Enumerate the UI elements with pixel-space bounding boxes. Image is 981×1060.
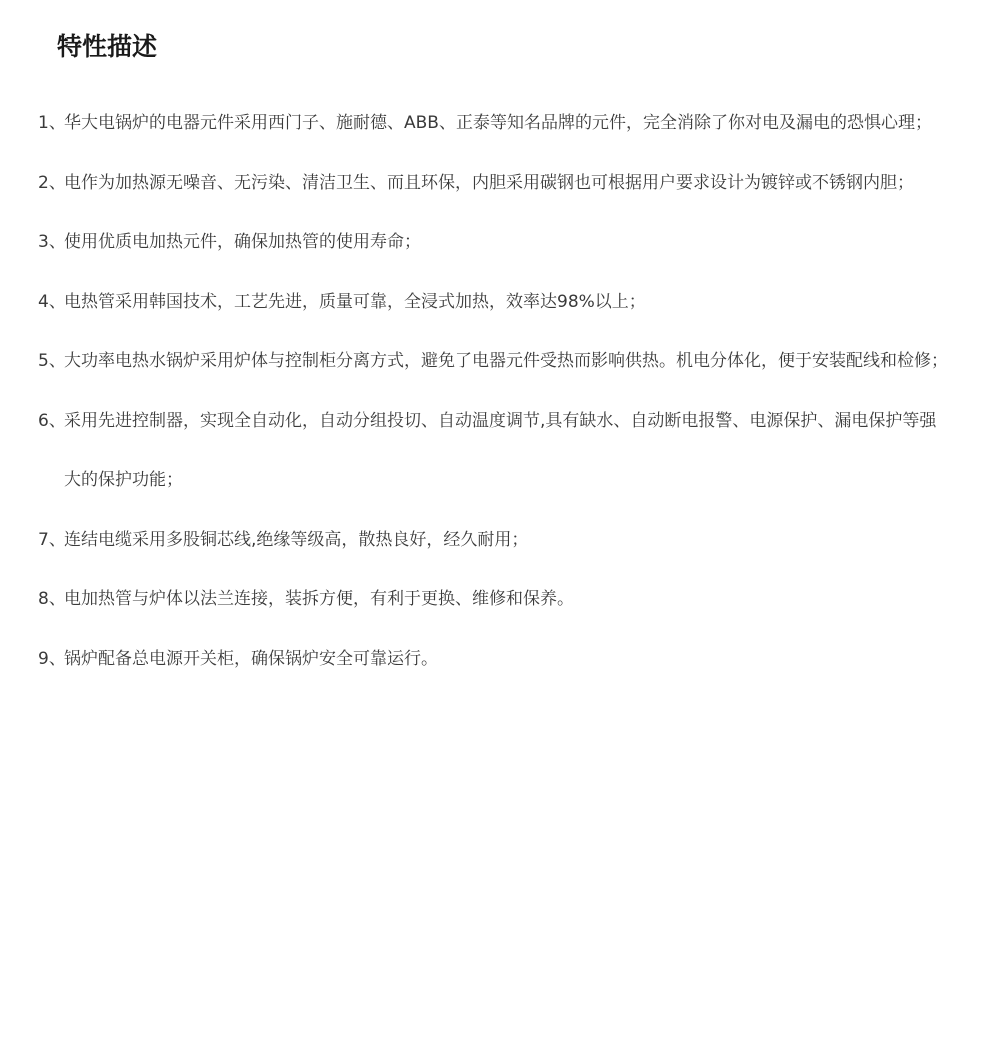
- feature-item-9: [38, 630, 953, 690]
- feature-number: 4、: [38, 291, 66, 312]
- feature-item-6: [38, 392, 953, 511]
- feature-text: 电热管采用韩国技术，工艺先进，质量可靠，全浸式加热，效率达98%以上；: [64, 291, 646, 312]
- feature-text: 电作为加热源无噪音、无污染、清洁卫生、而且环保，内胆采用碳钢也可根据用户要求设计为镀锌或不锈钢内胆；: [64, 172, 914, 193]
- feature-text: 大功率电热水锅炉采用炉体与控制柜分离方式，避免了电器元件受热而影响供热。机电分体化，便于安装配线和检修；: [64, 351, 948, 371]
- feature-number: 5、: [38, 351, 66, 371]
- feature-number: 7、: [38, 529, 66, 550]
- feature-item-5: [38, 332, 953, 392]
- feature-item-8: [38, 570, 953, 630]
- feature-item-7: [38, 511, 953, 571]
- feature-text: 采用先进控制器，实现全自动化，自动分组投切、自动温度调节,具有缺水、自动断电报警、电源保护、漏电保护等强大的保护功能；: [64, 410, 937, 490]
- feature-number: 9、: [38, 648, 66, 669]
- feature-item-1: [38, 94, 953, 154]
- feature-item-3: [38, 213, 953, 273]
- feature-number: 6、: [38, 410, 66, 431]
- feature-text: 使用优质电加热元件，确保加热管的使用寿命；: [64, 232, 421, 252]
- feature-number: 8、: [38, 589, 66, 609]
- feature-list: [38, 94, 953, 689]
- section-title: 特性描述: [57, 32, 158, 61]
- feature-item-4: [38, 273, 953, 333]
- feature-text: 锅炉配备总电源开关柜，确保锅炉安全可靠运行。: [64, 648, 438, 669]
- feature-number: 1、: [38, 113, 66, 133]
- feature-item-2: [38, 154, 953, 214]
- feature-number: 3、: [38, 232, 66, 252]
- feature-text: 连结电缆采用多股铜芯线,绝缘等级高，散热良好，经久耐用；: [64, 529, 529, 550]
- feature-number: 2、: [38, 172, 66, 193]
- feature-text: 华大电锅炉的电器元件采用西门子、施耐德、ABB、正泰等知名品牌的元件，完全消除了你对电及漏电的恐惧心理；: [64, 113, 932, 133]
- feature-text: 电加热管与炉体以法兰连接，装拆方便，有利于更换、维修和保养。: [64, 589, 574, 609]
